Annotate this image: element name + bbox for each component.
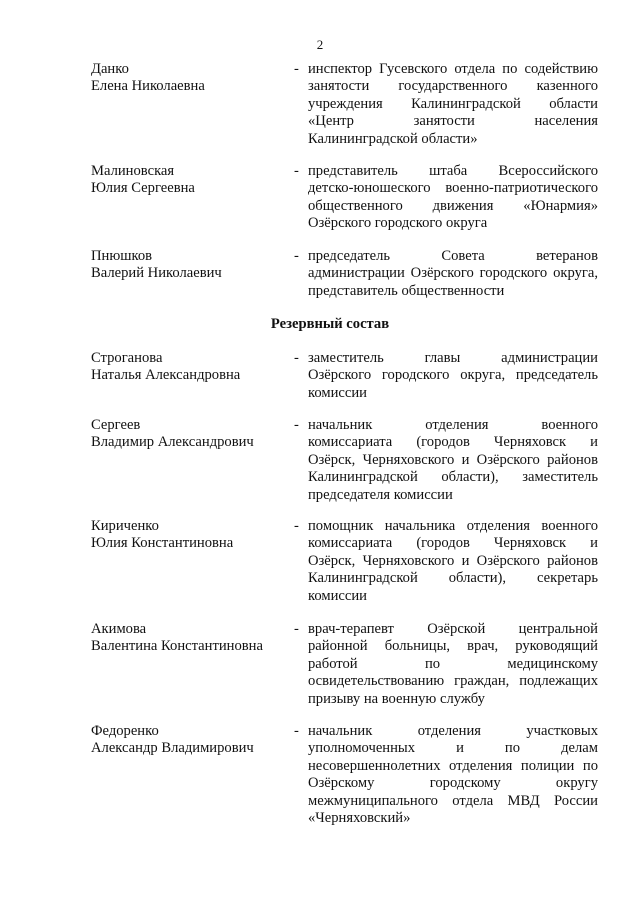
entry-dash: - — [294, 723, 299, 739]
position-line: председатель Совета ветеранов — [308, 248, 598, 264]
position-line: Калининградской области), секретарь — [308, 570, 598, 587]
position-line: несовершеннолетних отделения полиции по — [308, 757, 598, 774]
member-surname: Пнюшков — [91, 248, 153, 264]
position-line: общественного движения «Юнармия» — [308, 197, 598, 214]
member-position — [308, 163, 598, 233]
member-given-name: Юлия Константиновна — [91, 535, 234, 552]
position-line: учреждения Калининградской области — [308, 95, 598, 112]
position-line: освидетельствованию граждан, подлежащих — [308, 673, 598, 690]
member-surname: Строганова — [91, 350, 163, 366]
position-line: уполномоченных и по делам — [308, 740, 598, 757]
position-line: работой по медицинскому — [308, 655, 598, 672]
member-position — [308, 350, 598, 402]
position-line: межмуниципального отдела МВД России — [308, 792, 598, 809]
position-line: районной больницы, врач, руководящий — [308, 638, 598, 655]
member-position — [308, 61, 598, 148]
position-line: Озёрскому городскому округу — [308, 775, 598, 792]
member-name — [91, 621, 291, 656]
member-surname: Сергеев — [91, 417, 141, 433]
position-line: врач-терапевт Озёрской центральной — [308, 621, 598, 637]
member-surname: Акимова — [91, 621, 147, 637]
entry-dash: - — [294, 163, 299, 179]
member-surname: Кириченко — [91, 518, 159, 534]
position-line: Калининградской области), заместитель — [308, 469, 598, 486]
position-line: представитель штаба Всероссийского — [308, 163, 598, 179]
member-given-name: Владимир Александрович — [91, 434, 254, 451]
position-line: призыву на военную службу — [308, 690, 485, 707]
member-name — [91, 723, 291, 758]
section-heading-reserve: Резервный состав — [270, 316, 390, 332]
entry-dash: - — [294, 248, 299, 264]
member-given-name: Елена Николаевна — [91, 78, 205, 95]
position-line: комиссариата (городов Черняховск и — [308, 535, 598, 552]
position-line: Озёрск, Черняховского и Озёрского районов — [308, 451, 598, 468]
position-line: Озёрского городского округа, председатель — [308, 367, 598, 384]
position-line: занятости государственного казенного — [308, 78, 598, 95]
position-line: Озёрск, Черняховского и Озёрского районов — [308, 552, 598, 569]
member-given-name: Валентина Константиновна — [91, 638, 263, 655]
entry-dash: - — [294, 350, 299, 366]
member-name — [91, 61, 291, 96]
position-line: Озёрского городского округа — [308, 215, 488, 232]
position-line: помощник начальника отделения военного — [308, 518, 598, 534]
member-given-name: Наталья Александровна — [91, 367, 241, 384]
member-name — [91, 417, 291, 452]
member-name — [91, 248, 291, 283]
member-position — [308, 621, 598, 708]
position-line: инспектор Гусевского отдела по содействию — [308, 61, 598, 77]
member-position — [308, 723, 598, 827]
position-line: комиссариата (городов Черняховск и — [308, 434, 598, 451]
position-line: комиссии — [308, 587, 367, 604]
member-surname: Малиновская — [91, 163, 175, 179]
member-given-name: Александр Владимирович — [91, 740, 254, 757]
member-position — [308, 248, 598, 300]
position-line: начальник отделения участковых — [308, 723, 598, 739]
member-given-name: Валерий Николаевич — [91, 265, 222, 282]
member-position — [308, 417, 598, 504]
member-surname: Данко — [91, 61, 129, 77]
position-line: «Черняховский» — [308, 810, 411, 827]
entry-dash: - — [294, 61, 299, 77]
member-position — [308, 518, 598, 605]
position-line: заместитель главы администрации — [308, 350, 598, 366]
entry-dash: - — [294, 621, 299, 637]
position-line: детско-юношеского военно-патриотического — [308, 180, 598, 197]
member-surname: Федоренко — [91, 723, 159, 739]
member-name — [91, 163, 291, 198]
entry-dash: - — [294, 417, 299, 433]
page-number: 2 — [316, 37, 324, 52]
member-given-name: Юлия Сергеевна — [91, 180, 195, 197]
position-line: Калининградской области» — [308, 130, 478, 147]
position-line: начальник отделения военного — [308, 417, 598, 433]
position-line: представитель общественности — [308, 282, 505, 299]
entry-dash: - — [294, 518, 299, 534]
member-name — [91, 518, 291, 553]
position-line: администрации Озёрского городского округа, — [308, 265, 598, 282]
position-line: «Центр занятости населения — [308, 113, 598, 130]
position-line: председателя комиссии — [308, 486, 453, 503]
member-name — [91, 350, 291, 385]
position-line: комиссии — [308, 384, 367, 401]
